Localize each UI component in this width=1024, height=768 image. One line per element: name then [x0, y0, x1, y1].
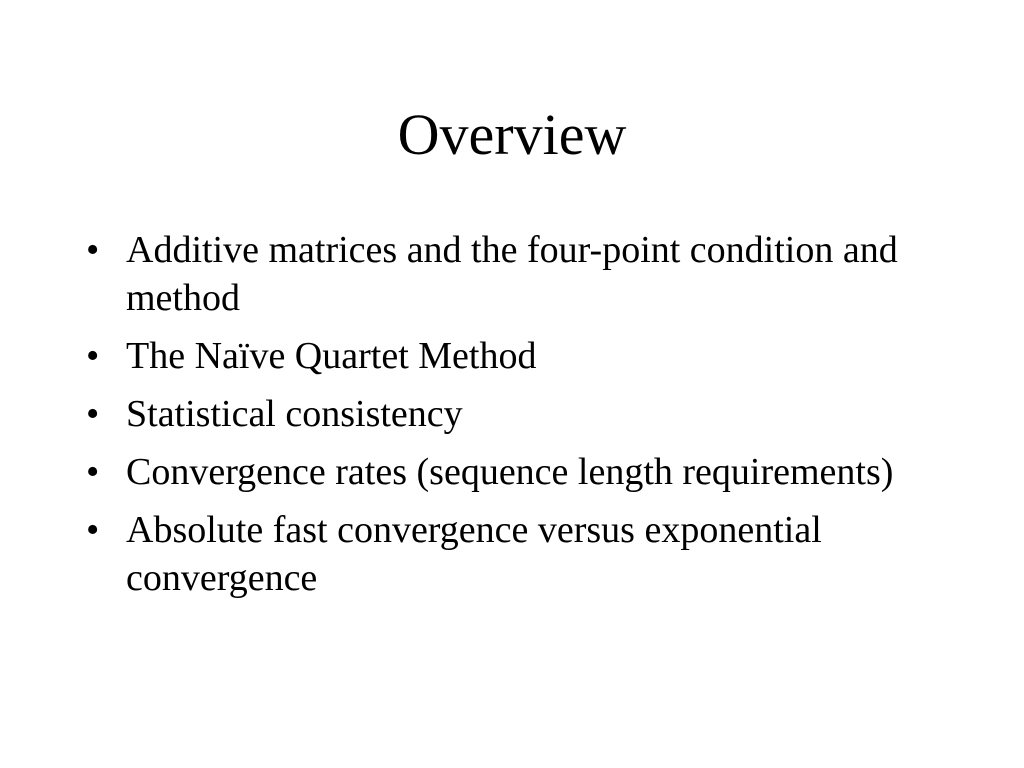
bullet-icon: • — [86, 335, 100, 377]
bullet-icon: • — [86, 451, 100, 493]
bullet-item — [86, 448, 946, 496]
bullet-icon: • — [86, 229, 100, 271]
bullet-text: Convergence rates (sequence length requirements) — [126, 451, 894, 493]
bullet-text: Additive matrices and the four-point condition and method — [126, 229, 898, 319]
bullet-list — [86, 226, 946, 612]
bullet-text: Absolute fast convergence versus exponential convergence — [126, 509, 822, 599]
bullet-item — [86, 226, 946, 322]
bullet-icon: • — [86, 509, 100, 551]
slide-title: Overview — [397, 102, 627, 167]
bullet-icon: • — [86, 393, 100, 435]
bullet-item — [86, 390, 946, 438]
bullet-text: Statistical consistency — [126, 393, 463, 435]
bullet-item — [86, 506, 946, 602]
bullet-text: The Naïve Quartet Method — [126, 335, 537, 377]
bullet-item — [86, 332, 946, 380]
